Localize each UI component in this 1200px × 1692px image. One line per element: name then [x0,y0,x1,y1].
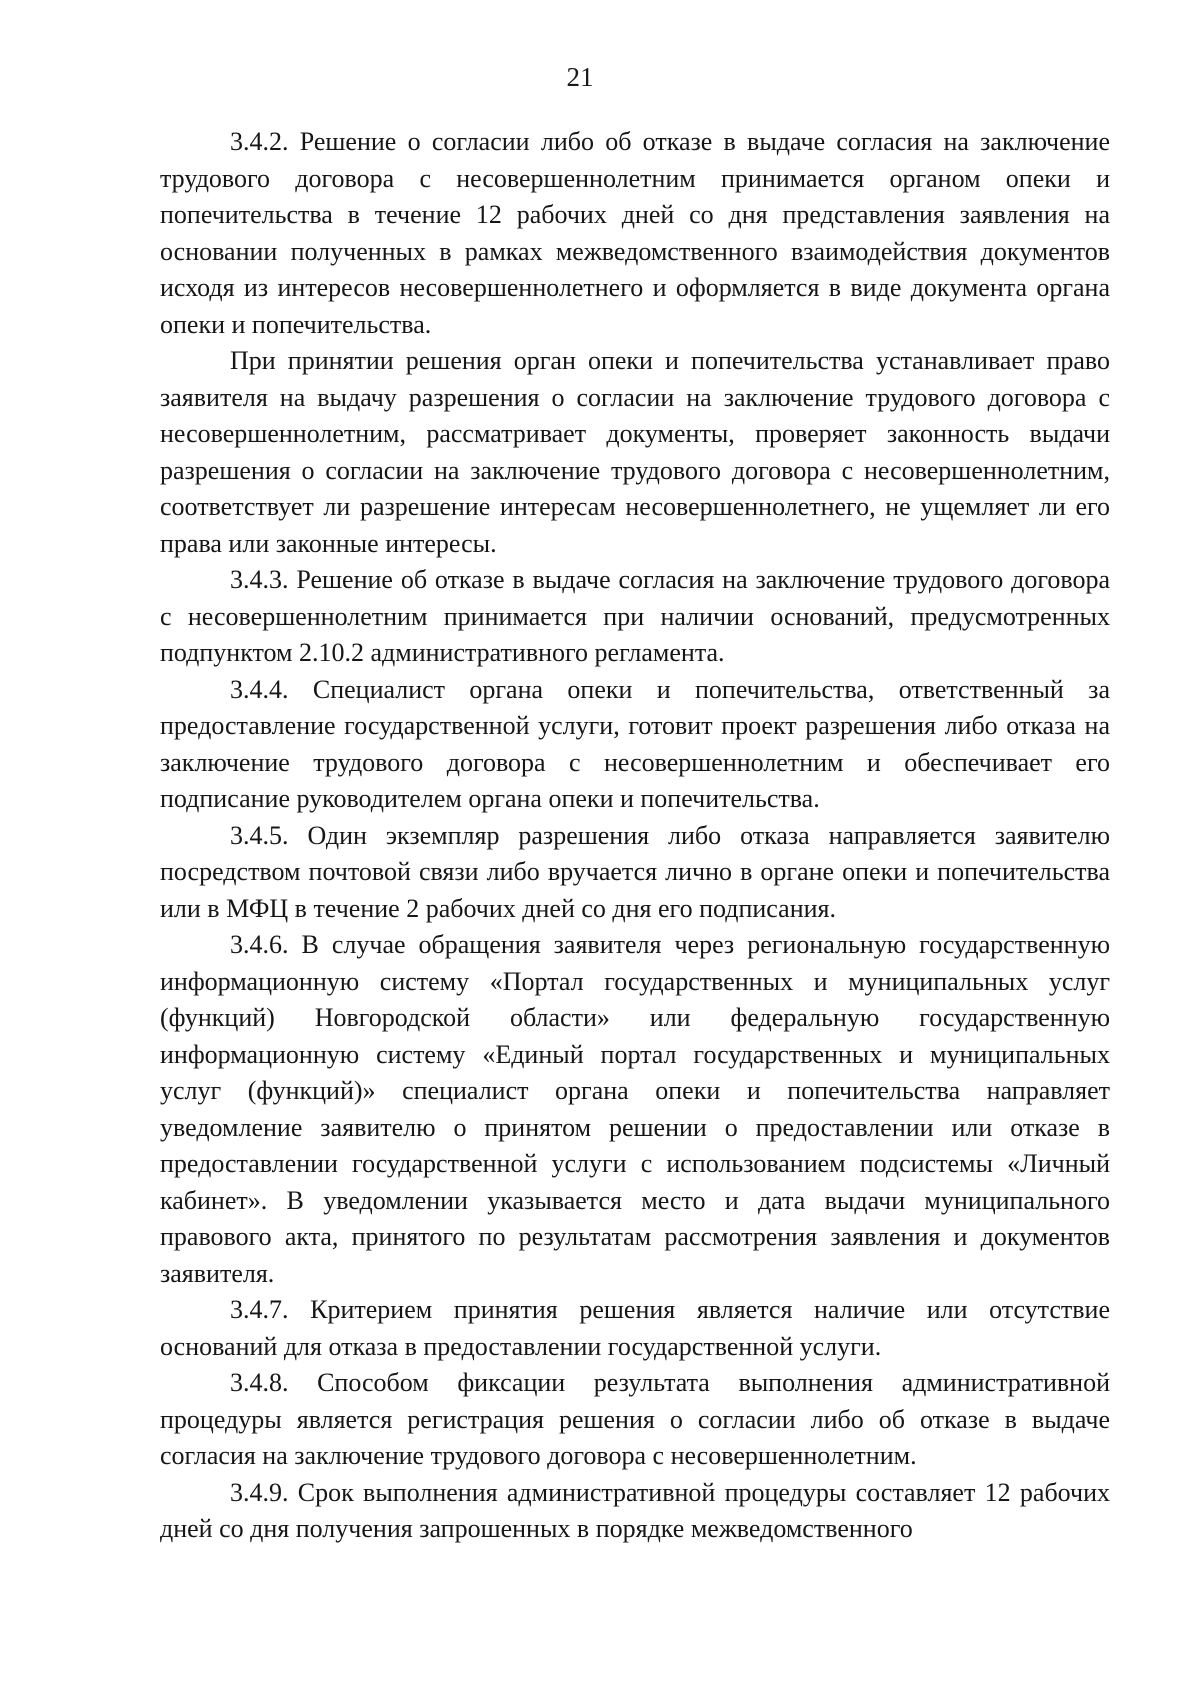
paragraph-3-4-9: 3.4.9. Срок выполнения административной процедуры составляет 12 рабочих дней со дня получения запрошенных в порядке межведомственного [160,1477,1110,1543]
paragraph-3-4-3: 3.4.3. Решение об отказе в выдаче согласия на заключение трудового договора с несовершеннолетним принимается при наличии оснований, предусмотренных подпунктом 2.10.2 административного регламента. [160,565,1110,667]
paragraph-decision-process: При принятии решения орган опеки и попечительства устанавливает право заявителя на выдачу разрешения о согласии на заключение трудового договора с несовершеннолетним, рассматривает документы, проверяет законность выдачи разрешения о согласии на заключение трудового договора с несовершеннолетним, соответствует ли разрешение интересам несовершеннолетнего, не ущемляет ли его права или законные интересы. [160,346,1110,558]
paragraph-3-4-5: 3.4.5. Один экземпляр разрешения либо отказа направляется заявителю посредством почтовой связи либо вручается лично в органе опеки и попечительства или в МФЦ в течение 2 рабочих дней со дня его подписания. [160,820,1110,923]
paragraph-3-4-4: 3.4.4. Специалист органа опеки и попечительства, ответственный за предоставление государственной услуги, готовит проект разрешения либо отказа на заключение трудового договора с несовершеннолетним и обеспечивает его подписание руководителем органа опеки и попечительства. [160,674,1110,813]
document-body [160,124,1110,1548]
paragraph-3-4-6: 3.4.6. В случае обращения заявителя через региональную государственную информационную систему «Портал государственных и муниципальных услуг (функций) Новгородской области» или федеральную государственную информационную систему «Единый портал государственных и муниципальных услуг (функций)» специалист органа опеки и попечительства направляет уведомление заявителю о принятом решении о предоставлении или отказе в предоставлении государственной услуги с использованием подсистемы «Личный кабинет». В уведомлении указывается место и дата выдачи муниципального правового акта, принятого по результатам рассмотрения заявления и документов заявителя. [160,930,1110,1288]
paragraph-3-4-7: 3.4.7. Критерием принятия решения является наличие или отсутствие оснований для отказа в предоставлении государственной услуги. [160,1295,1110,1361]
paragraph-3-4-2: 3.4.2. Решение о согласии либо об отказе в выдаче согласия на заключение трудового договора с несовершеннолетним принимается органом опеки и попечительства в течение 12 рабочих дней со дня представления заявления на основании полученных в рамках межведомственного взаимодействия документов исходя из интересов несовершеннолетнего и оформляется в виде документа органа опеки и попечительства. [160,127,1110,339]
page-number: 21 [566,62,594,92]
paragraph-3-4-8: 3.4.8. Способом фиксации результата выполнения административной процедуры является регистрация решения о согласии либо об отказе в выдаче согласия на заключение трудового договора с несовершеннолетним. [160,1368,1110,1470]
